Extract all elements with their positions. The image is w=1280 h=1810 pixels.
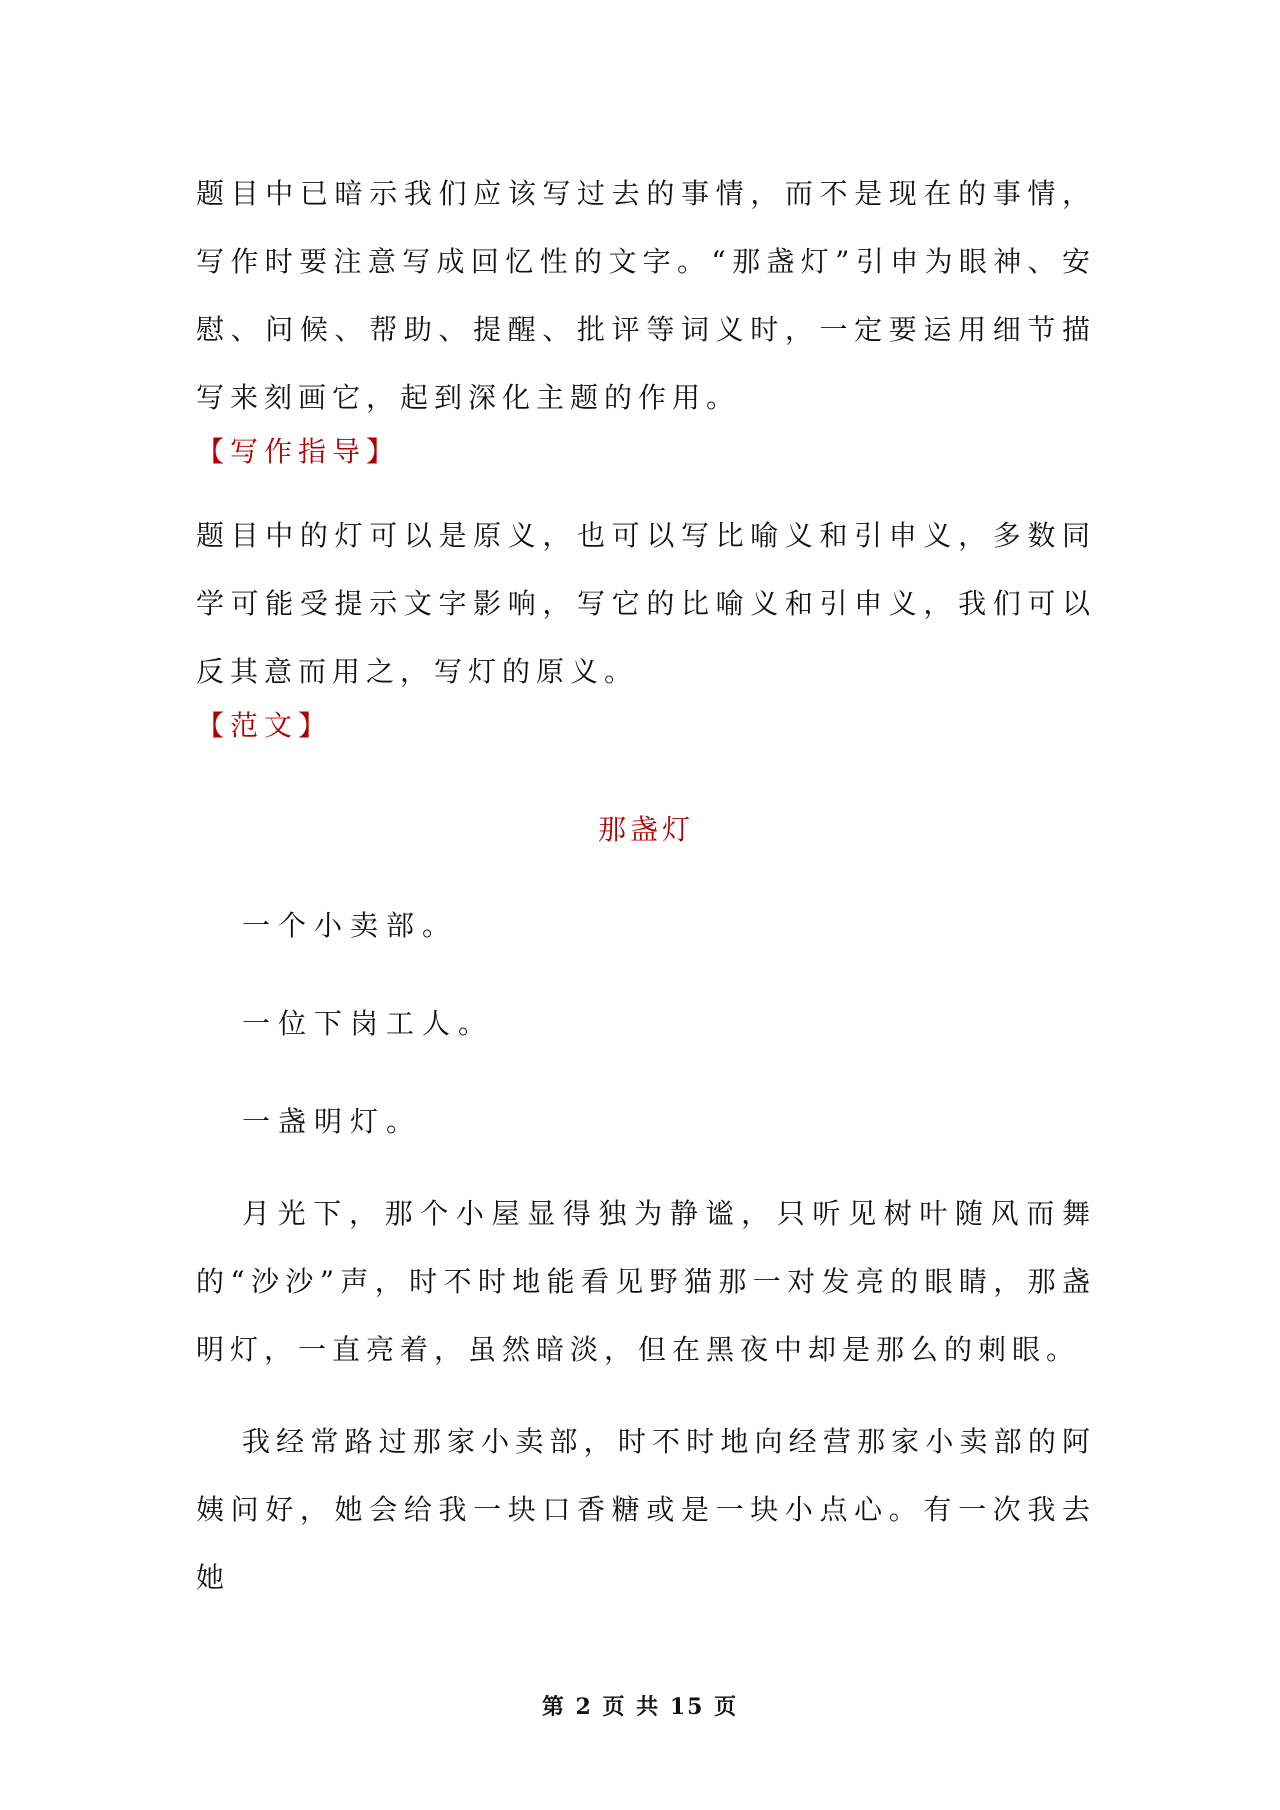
sample-heading: 【范文】 — [196, 709, 333, 742]
page-number-footer: 第 2 页 共 15 页 — [541, 1694, 739, 1720]
intro-paragraph: 题目中已暗示我们应该写过去的事情，而不是现在的事情，写作时要注意写成回忆性的文字。“那盏灯”引申为眼神、安慰、问候、帮助、提醒、批评等词义时，一定要运用细节描写来刻画它，起到深化主题的作用。 — [196, 177, 1096, 414]
page-content — [196, 160, 1096, 1612]
guidance-paragraph: 题目中的灯可以是原义，也可以写比喻义和引申义，多数同学可能受提示文字影响，写它的比喻义和引申义，我们可以反其意而用之，写灯的原义。 — [196, 519, 1096, 688]
essay-paragraph-moonlight: 月光下，那个小屋显得独为静谧，只听见树叶随风而舞的“沙沙”声，时不时地能看见野猫那一对发亮的眼睛，那盏明灯，一直亮着，虽然暗淡，但在黑夜中却是那么的刺眼。 — [196, 1197, 1096, 1366]
essay-paragraph-visit: 我经常路过那家小卖部，时不时地向经营那家小卖部的阿姨问好，她会给我一块口香糖或是一块小点心。有一次我去她 — [196, 1425, 1096, 1594]
essay-title: 那盏灯 — [597, 813, 694, 846]
essay-line-2: 一位下岗工人。 — [242, 1007, 495, 1040]
guidance-heading: 【写作指导】 — [196, 435, 401, 468]
essay-line-1: 一个小卖部。 — [242, 909, 459, 942]
essay-line-3: 一盏明灯。 — [242, 1105, 423, 1138]
